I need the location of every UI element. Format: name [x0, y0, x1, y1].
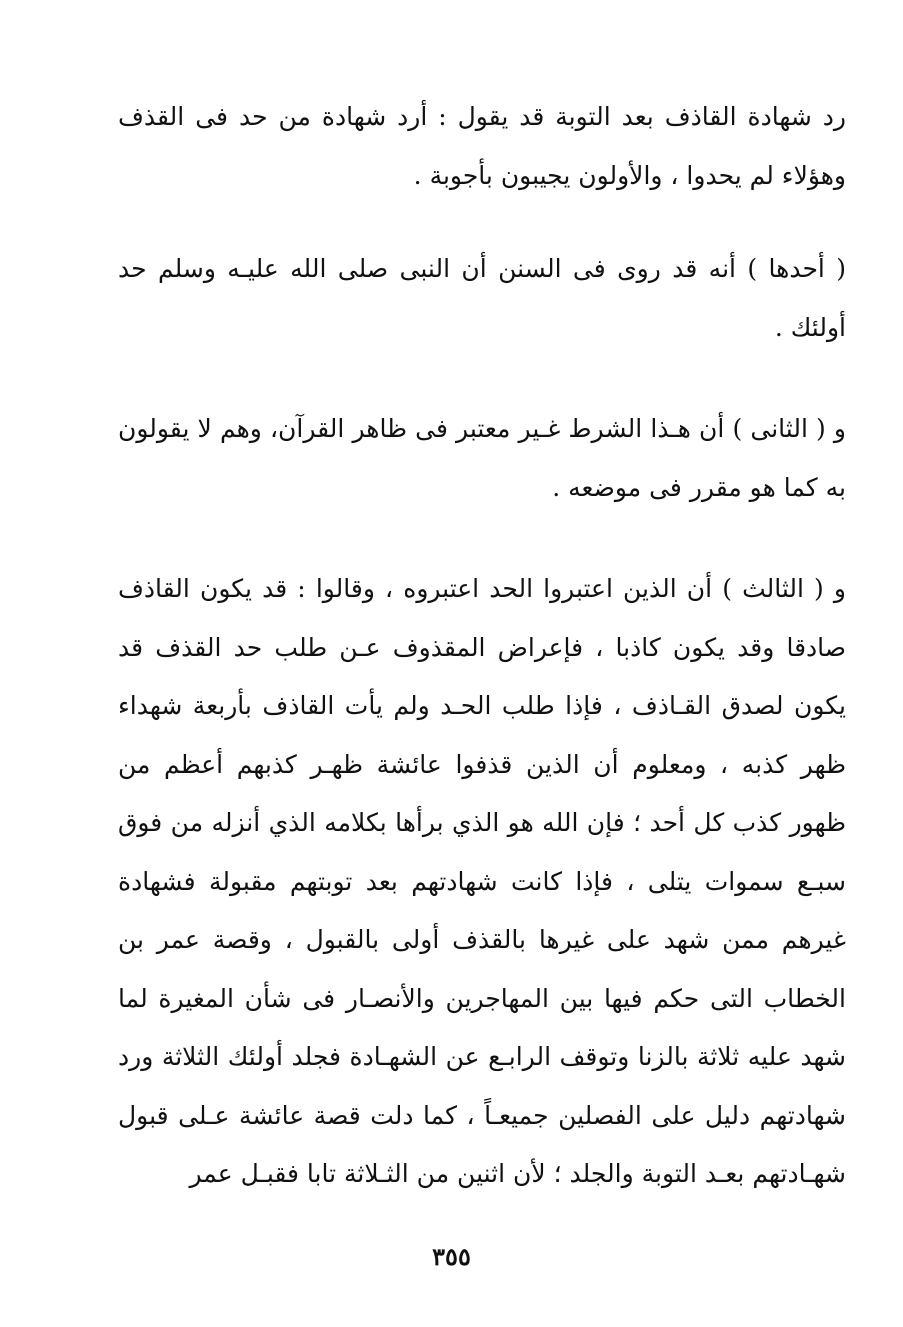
paragraph-text: ( أحدها ) أنه قد روى فى السنن أن النبى صلى الله عليـه وسلم حد أولئك .: [118, 254, 846, 342]
paragraph-1: [118, 88, 846, 205]
page-number: ٣٥٥: [432, 1242, 471, 1271]
paragraph-2: [118, 240, 846, 357]
paragraph-text: و ( الثانى ) أن هـذا الشرط غـير معتبر فى ظاهر القرآن، وهم لا يقولون به كما هو مقرر فى موضعه .: [118, 414, 846, 502]
paragraph-3: [118, 400, 846, 517]
paragraph-text: و ( الثالث ) أن الذين اعتبروا الحد اعتبروه ، وقالوا : قد يكون القاذف صادقا وقد يكون كاذبا ، فإعراض المقذوف عـن طلب حد القذف قد يكون لصدق القـاذف ، فإذا طلب الحـد ولم يأت القاذف بأربعة شهداء ظهر كذبه ، ومعلوم أن الذين قذفوا عائشة ظهـر كذبهم أعظم من ظهور كذب كل أحد ؛ فإن الله هو الذي برأها بكلامه الذي أنزله من فوق سبـع سموات يتلى ، فإذا كانت شهادتهم بعد توبتهم مقبولة فشهادة غيرهم ممن شهد على غيرها بالقذف أولى بالقبول ، وقصة عمر بن الخطاب التى حكم فيها بين المهاجرين والأنصـار فى شأن المغيرة لما شهد عليه ثلاثة بالزنا وتوقف الرابـع عن الشهـادة فجلد أولئك الثلاثة ورد شهادتهم دليل على الفصلين جميعـاً ، كما دلت قصة عائشة عـلى قبول شهـادتهم بعـد التوبة والجلد ؛ لأن اثنين من الثـلاثة تابا فقبـل عمر: [118, 574, 846, 1188]
paragraph-4: [118, 560, 846, 1204]
paragraph-text: رد شهادة القاذف بعد التوبة قد يقول : أرد شهادة من حد فى القذف وهؤلاء لم يحدوا ، والأولون يجيبون بأجوبة .: [118, 102, 846, 190]
